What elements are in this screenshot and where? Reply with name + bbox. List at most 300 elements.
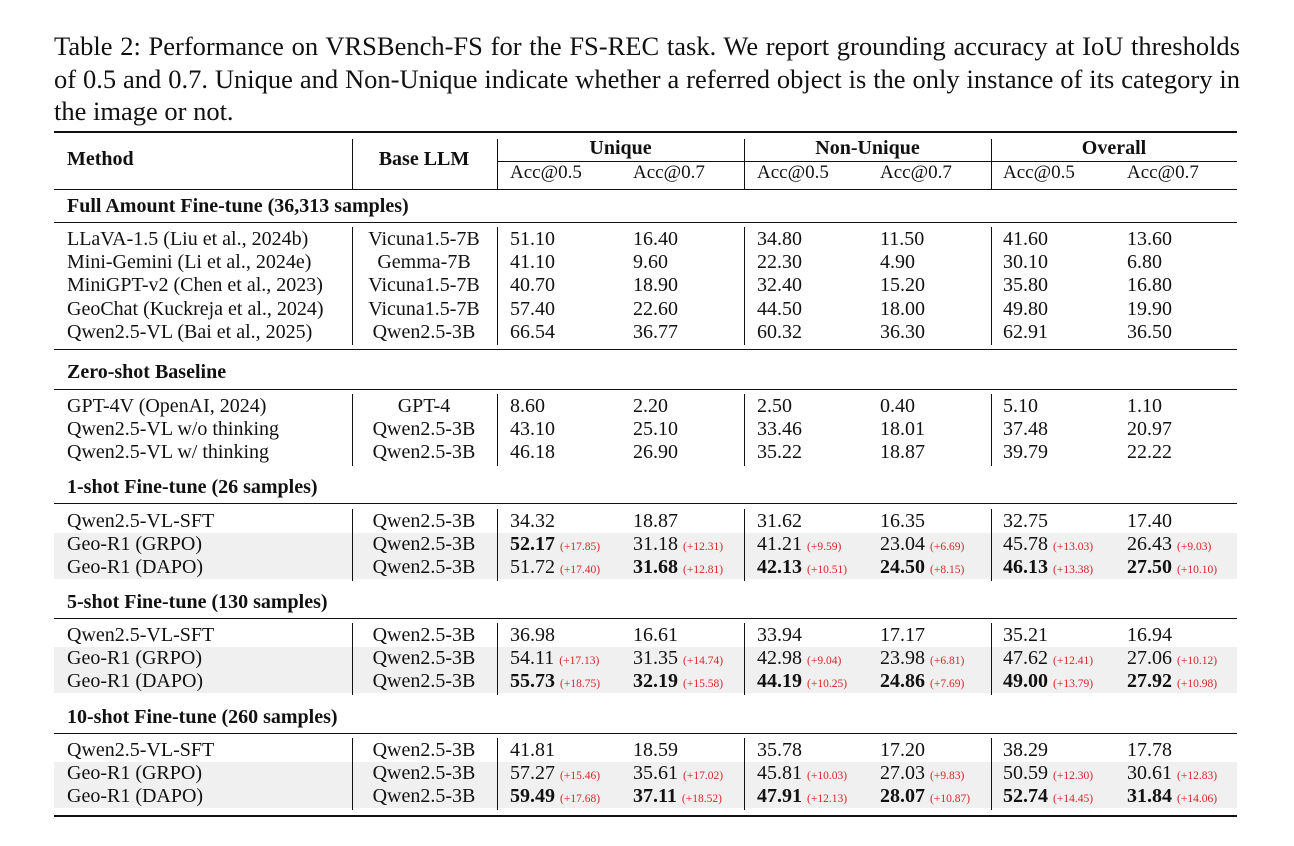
score-delta: (+12.41) [1053, 655, 1094, 667]
score-value: 16.94 [1127, 624, 1172, 646]
table-row [54, 785, 1237, 808]
column-divider [352, 623, 353, 695]
score-cell [757, 533, 841, 559]
score-value: 30.61 [1127, 762, 1172, 784]
column-divider [991, 738, 992, 810]
metric-header: Acc@0.7 [633, 162, 705, 183]
score-cell [880, 228, 924, 251]
score-cell [1003, 395, 1038, 418]
score-cell [1003, 739, 1048, 762]
score-cell [1003, 228, 1048, 251]
score-delta: (+10.10) [1177, 564, 1218, 576]
score-cell [757, 441, 802, 464]
score-cell [880, 274, 925, 297]
method-cell: Geo-R1 (GRPO) [67, 533, 202, 555]
method-cell: MiniGPT-v2 (Chen et al., 2023) [67, 274, 323, 296]
score-cell [510, 298, 555, 321]
score-cell [510, 670, 600, 696]
score-cell [880, 533, 964, 559]
score-value: 35.78 [757, 739, 802, 761]
score-value: 18.87 [880, 441, 925, 463]
score-cell [757, 228, 802, 251]
score-value: 22.22 [1127, 441, 1172, 463]
score-cell [1127, 274, 1172, 297]
score-delta: (+12.13) [807, 793, 848, 805]
score-delta: (+9.04) [807, 655, 842, 667]
score-value: 36.50 [1127, 321, 1172, 343]
table-row [54, 510, 1237, 533]
score-cell [1003, 510, 1048, 533]
top-rule [54, 131, 1237, 133]
column-divider [991, 623, 992, 695]
score-value: 51.72 [510, 556, 555, 578]
score-value: 33.94 [757, 624, 802, 646]
base-llm-cell: Vicuna1.5-7B [368, 298, 480, 320]
score-value: 2.50 [757, 395, 792, 417]
score-value: 38.29 [1003, 739, 1048, 761]
score-value: 55.73 [510, 670, 555, 692]
table-row [54, 533, 1237, 556]
score-value: 26.90 [633, 441, 678, 463]
score-cell [1003, 418, 1048, 441]
score-value: 35.80 [1003, 274, 1048, 296]
score-value: 42.98 [757, 647, 802, 669]
score-value: 20.97 [1127, 418, 1172, 440]
score-delta: (+17.40) [560, 564, 601, 576]
score-value: 2.20 [633, 395, 668, 417]
score-value: 49.00 [1003, 670, 1048, 692]
score-value: 19.90 [1127, 298, 1172, 320]
score-cell [880, 441, 925, 464]
score-cell [633, 228, 678, 251]
column-divider [991, 394, 992, 466]
method-cell: Qwen2.5-VL w/ thinking [67, 441, 270, 463]
score-cell [1003, 274, 1048, 297]
method-cell: Geo-R1 (DAPO) [67, 670, 204, 692]
score-cell [1003, 624, 1048, 647]
score-value: 18.59 [633, 739, 678, 761]
score-cell [1003, 785, 1093, 811]
score-value: 16.61 [633, 624, 678, 646]
score-cell [757, 321, 802, 344]
column-divider [352, 227, 353, 345]
score-delta: (+10.25) [807, 678, 848, 690]
score-cell [1127, 785, 1217, 811]
score-cell [880, 762, 964, 788]
score-cell [880, 556, 964, 582]
score-cell [1127, 556, 1217, 582]
score-value: 9.60 [633, 251, 668, 273]
metric-header: Acc@0.5 [510, 162, 582, 183]
score-value: 6.80 [1127, 251, 1162, 273]
score-cell [880, 298, 925, 321]
score-value: 0.40 [880, 395, 915, 417]
score-value: 31.62 [757, 510, 802, 532]
metric-header: Acc@0.5 [1003, 162, 1075, 183]
score-value: 62.91 [1003, 321, 1048, 343]
score-value: 50.59 [1003, 762, 1048, 784]
score-cell [1127, 251, 1162, 274]
score-cell [633, 321, 678, 344]
base-llm-cell: Gemma-7B [377, 251, 471, 273]
score-cell [757, 670, 847, 696]
score-value: 41.81 [510, 739, 555, 761]
score-cell [633, 510, 678, 533]
score-value: 52.74 [1003, 785, 1048, 807]
score-cell [1003, 441, 1048, 464]
score-value: 34.80 [757, 228, 802, 250]
score-value: 18.87 [633, 510, 678, 532]
base-llm-cell: Qwen2.5-3B [372, 785, 476, 807]
score-value: 17.40 [1127, 510, 1172, 532]
score-value: 32.75 [1003, 510, 1048, 532]
score-value: 17.17 [880, 624, 925, 646]
score-cell [510, 556, 600, 582]
column-divider [991, 139, 992, 189]
score-delta: (+9.59) [807, 541, 842, 553]
score-cell [1127, 510, 1172, 533]
table-row [54, 251, 1237, 274]
score-value: 11.50 [880, 228, 925, 250]
score-delta: (+10.51) [807, 564, 848, 576]
score-value: 52.17 [510, 533, 555, 555]
score-cell [880, 624, 925, 647]
score-cell [1127, 228, 1172, 251]
score-value: 23.04 [880, 533, 925, 555]
base-llm-cell: GPT-4 [397, 395, 451, 417]
score-value: 32.40 [757, 274, 802, 296]
table-row [54, 274, 1237, 297]
table-row [54, 321, 1237, 344]
base-llm-cell: Qwen2.5-3B [372, 321, 476, 343]
score-delta: (+15.46) [560, 770, 601, 782]
section-title: 1-shot Fine-tune (26 samples) [67, 476, 318, 498]
base-llm-cell: Qwen2.5-3B [372, 647, 476, 669]
score-cell [880, 321, 925, 344]
group-header-non-unique: Non-Unique [815, 137, 920, 159]
score-value: 47.62 [1003, 647, 1048, 669]
score-cell [633, 624, 678, 647]
base-llm-cell: Qwen2.5-3B [372, 533, 476, 555]
section-rule [54, 618, 1237, 619]
score-delta: (+10.98) [1177, 678, 1218, 690]
base-llm-header: Base LLM [378, 148, 470, 170]
score-cell [757, 762, 847, 788]
score-cell [880, 510, 925, 533]
score-value: 59.49 [510, 785, 555, 807]
method-header: Method [67, 148, 134, 170]
score-delta: (+18.52) [681, 793, 722, 805]
score-cell [633, 395, 668, 418]
score-cell [510, 647, 599, 673]
score-cell [757, 624, 802, 647]
base-llm-cell: Qwen2.5-3B [372, 441, 476, 463]
score-value: 39.79 [1003, 441, 1048, 463]
score-cell [1003, 298, 1048, 321]
column-divider [352, 394, 353, 466]
section-end-rule [54, 349, 1237, 350]
method-cell: GPT-4V (OpenAI, 2024) [67, 395, 267, 417]
score-cell [1127, 298, 1172, 321]
score-cell [1003, 762, 1093, 788]
score-cell [633, 647, 723, 673]
score-cell [1003, 321, 1048, 344]
score-cell [510, 441, 555, 464]
score-cell [1003, 670, 1093, 696]
table-row [54, 762, 1237, 785]
section-rule [54, 222, 1237, 223]
score-delta: (+6.69) [930, 541, 965, 553]
score-value: 16.80 [1127, 274, 1172, 296]
score-delta: (+12.30) [1053, 770, 1094, 782]
score-value: 26.43 [1127, 533, 1172, 555]
score-value: 31.35 [633, 647, 678, 669]
score-cell [510, 418, 555, 441]
score-delta: (+17.68) [560, 793, 601, 805]
score-cell [510, 624, 555, 647]
score-cell [510, 251, 555, 274]
table-row [54, 418, 1237, 441]
score-cell [510, 228, 555, 251]
method-cell: Geo-R1 (GRPO) [67, 762, 202, 784]
score-value: 27.92 [1127, 670, 1172, 692]
score-cell [510, 785, 600, 811]
score-value: 22.60 [633, 298, 678, 320]
group-header-unique: Unique [589, 137, 652, 159]
score-cell [1127, 533, 1211, 559]
score-value: 36.98 [510, 624, 555, 646]
score-value: 30.10 [1003, 251, 1048, 273]
score-cell [633, 418, 678, 441]
score-delta: (+13.03) [1053, 541, 1094, 553]
score-cell [633, 762, 723, 788]
score-value: 35.22 [757, 441, 802, 463]
base-llm-cell: Qwen2.5-3B [372, 510, 476, 532]
metric-header: Acc@0.5 [757, 162, 829, 183]
score-value: 41.21 [757, 533, 802, 555]
score-value: 45.81 [757, 762, 802, 784]
score-cell [510, 395, 545, 418]
score-cell [1127, 647, 1217, 673]
score-value: 46.18 [510, 441, 555, 463]
score-delta: (+12.31) [683, 541, 724, 553]
score-delta: (+9.03) [1177, 541, 1212, 553]
section-end-rule [54, 815, 1237, 817]
score-cell [1127, 739, 1172, 762]
table-row [54, 670, 1237, 693]
method-cell: Geo-R1 (DAPO) [67, 556, 204, 578]
method-cell: Qwen2.5-VL-SFT [67, 739, 215, 761]
base-llm-cell: Qwen2.5-3B [372, 739, 476, 761]
table-row [54, 298, 1237, 321]
score-delta: (+12.81) [683, 564, 724, 576]
score-value: 57.40 [510, 298, 555, 320]
method-cell: Mini-Gemini (Li et al., 2024e) [67, 251, 312, 273]
column-divider [744, 509, 745, 581]
score-cell [757, 251, 802, 274]
score-cell [1127, 624, 1172, 647]
score-cell [880, 395, 915, 418]
score-cell [1003, 251, 1048, 274]
column-divider [991, 509, 992, 581]
score-value: 24.50 [880, 556, 925, 578]
base-llm-cell: Qwen2.5-3B [372, 556, 476, 578]
score-delta: (+10.87) [930, 793, 971, 805]
group-header-overall: Overall [1081, 137, 1147, 159]
score-delta: (+13.38) [1053, 564, 1094, 576]
score-value: 66.54 [510, 321, 555, 343]
score-value: 5.10 [1003, 395, 1038, 417]
score-cell [757, 298, 802, 321]
score-cell [757, 647, 841, 673]
score-value: 31.68 [633, 556, 678, 578]
score-value: 32.19 [633, 670, 678, 692]
score-delta: (+15.58) [683, 678, 724, 690]
score-value: 40.70 [510, 274, 555, 296]
column-divider [744, 394, 745, 466]
score-cell [757, 556, 847, 582]
score-cell [1127, 670, 1217, 696]
score-value: 36.77 [633, 321, 678, 343]
score-delta: (+13.79) [1053, 678, 1094, 690]
score-cell [633, 556, 723, 582]
score-value: 54.11 [510, 647, 555, 669]
score-value: 33.46 [757, 418, 802, 440]
score-cell [633, 274, 678, 297]
score-cell [757, 418, 802, 441]
score-value: 46.13 [1003, 556, 1048, 578]
score-cell [510, 533, 600, 559]
score-value: 35.61 [633, 762, 678, 784]
section-title: 10-shot Fine-tune (260 samples) [67, 706, 338, 728]
score-cell [1003, 533, 1093, 559]
method-cell: Qwen2.5-VL w/o thinking [67, 418, 280, 440]
score-cell [757, 395, 792, 418]
score-cell [1127, 441, 1172, 464]
score-delta: (+10.12) [1177, 655, 1218, 667]
score-value: 57.27 [510, 762, 555, 784]
score-value: 43.10 [510, 418, 555, 440]
score-cell [633, 785, 722, 811]
base-llm-cell: Qwen2.5-3B [372, 762, 476, 784]
column-divider [991, 227, 992, 345]
score-value: 27.03 [880, 762, 925, 784]
column-divider [744, 738, 745, 810]
score-delta: (+14.06) [1177, 793, 1218, 805]
group-underline [497, 161, 1237, 162]
column-divider [352, 139, 353, 189]
column-divider [497, 227, 498, 345]
score-value: 51.10 [510, 228, 555, 250]
score-value: 34.32 [510, 510, 555, 532]
table-row [54, 228, 1237, 251]
column-divider [497, 394, 498, 466]
section-rule [54, 733, 1237, 734]
base-llm-cell: Qwen2.5-3B [372, 624, 476, 646]
column-divider [352, 738, 353, 810]
column-divider [744, 623, 745, 695]
score-value: 37.48 [1003, 418, 1048, 440]
metric-header: Acc@0.7 [880, 162, 952, 183]
section-title: 5-shot Fine-tune (130 samples) [67, 591, 328, 613]
score-value: 18.90 [633, 274, 678, 296]
score-delta: (+17.85) [560, 541, 601, 553]
section-title: Zero-shot Baseline [67, 361, 227, 383]
score-cell [1003, 556, 1093, 582]
score-cell [1127, 418, 1172, 441]
column-divider [744, 139, 745, 189]
table-row [54, 624, 1237, 647]
score-cell [510, 274, 555, 297]
score-value: 49.80 [1003, 298, 1048, 320]
score-value: 60.32 [757, 321, 802, 343]
score-value: 18.01 [880, 418, 925, 440]
score-cell [1003, 647, 1093, 673]
score-cell [633, 533, 723, 559]
score-delta: (+8.15) [930, 564, 965, 576]
method-cell: Qwen2.5-VL (Bai et al., 2025) [67, 321, 313, 343]
column-divider [497, 139, 498, 189]
score-value: 18.00 [880, 298, 925, 320]
score-delta: (+17.13) [559, 655, 600, 667]
base-llm-cell: Vicuna1.5-7B [368, 228, 480, 250]
score-cell [633, 670, 723, 696]
score-cell [757, 785, 847, 811]
score-value: 35.21 [1003, 624, 1048, 646]
score-value: 41.60 [1003, 228, 1048, 250]
score-cell [880, 647, 964, 673]
header-rule [54, 189, 1237, 190]
score-delta: (+9.83) [930, 770, 965, 782]
score-value: 27.06 [1127, 647, 1172, 669]
method-cell: Geo-R1 (GRPO) [67, 647, 202, 669]
score-cell [757, 739, 802, 762]
score-cell [880, 418, 925, 441]
method-cell: LLaVA-1.5 (Liu et al., 2024b) [67, 228, 309, 250]
score-delta: (+14.74) [683, 655, 724, 667]
method-cell: Geo-R1 (DAPO) [67, 785, 204, 807]
score-value: 42.13 [757, 556, 802, 578]
score-cell [1127, 321, 1172, 344]
score-cell [880, 670, 964, 696]
score-cell [633, 298, 678, 321]
score-cell [1127, 395, 1162, 418]
score-delta: (+18.75) [560, 678, 601, 690]
metric-header: Acc@0.7 [1127, 162, 1199, 183]
column-divider [497, 509, 498, 581]
score-value: 44.19 [757, 670, 802, 692]
score-cell [633, 739, 678, 762]
score-value: 47.91 [757, 785, 802, 807]
score-value: 15.20 [880, 274, 925, 296]
method-cell: GeoChat (Kuckreja et al., 2024) [67, 298, 324, 320]
score-value: 17.78 [1127, 739, 1172, 761]
score-cell [757, 510, 802, 533]
table-row [54, 395, 1237, 418]
score-value: 22.30 [757, 251, 802, 273]
score-value: 36.30 [880, 321, 925, 343]
score-cell [880, 251, 915, 274]
score-value: 27.50 [1127, 556, 1172, 578]
method-cell: Qwen2.5-VL-SFT [67, 624, 215, 646]
table-caption: Table 2: Performance on VRSBench-FS for the FS-REC task. We report grounding accuracy at IoU thresholds of 0.5 and 0.7. Unique and Non-Unique indicate whether a referred object is the only instance of its category in the image or not. [54, 31, 1240, 126]
score-cell [1127, 762, 1217, 788]
section-rule [54, 503, 1237, 504]
score-value: 45.78 [1003, 533, 1048, 555]
score-value: 44.50 [757, 298, 802, 320]
score-cell [510, 510, 555, 533]
column-divider [352, 509, 353, 581]
